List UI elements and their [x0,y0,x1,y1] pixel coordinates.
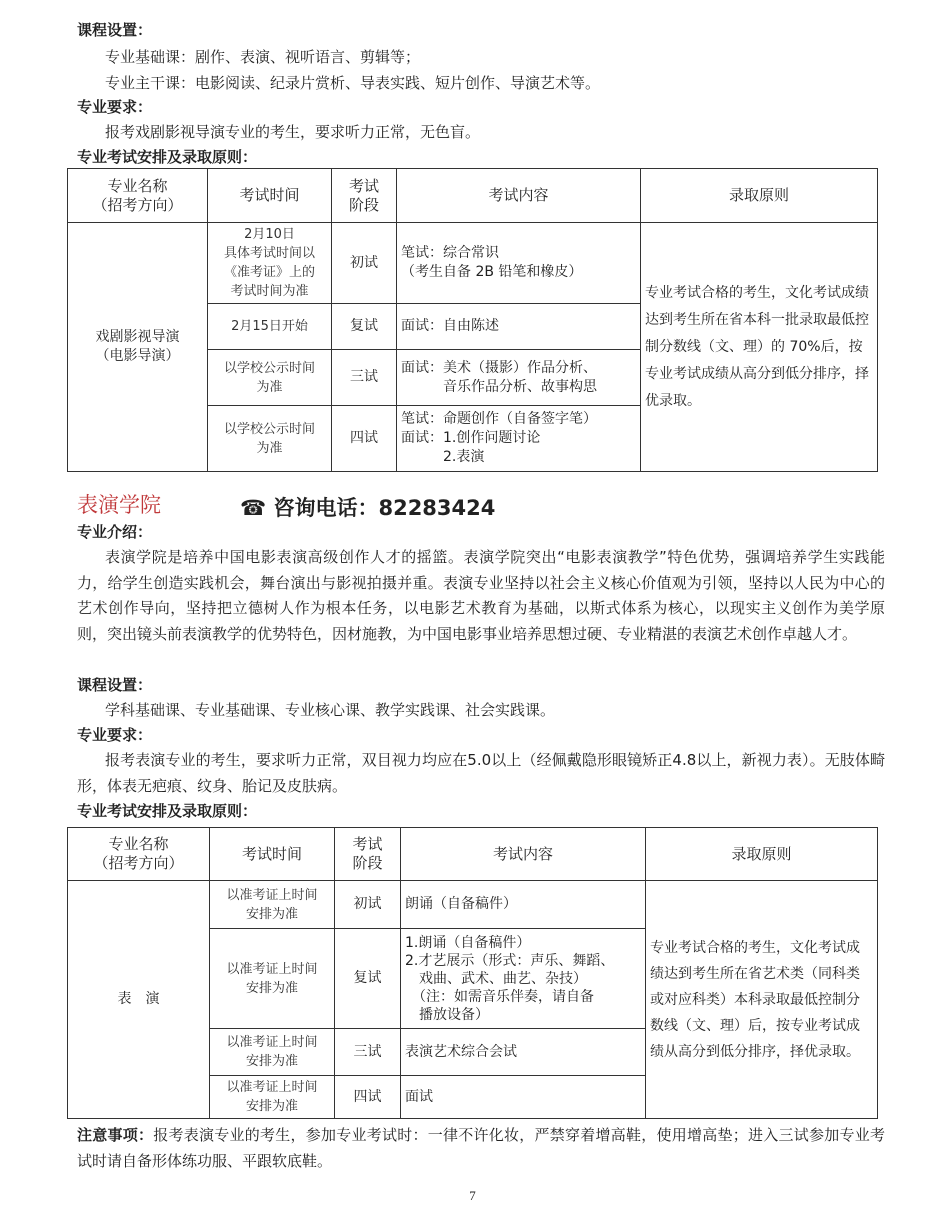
stage-cell: 复试 [332,304,397,350]
phone-label: 咨询电话：82283424 [273,496,496,520]
phone-line [240,492,495,522]
header-content: 考试内容 [401,828,646,881]
content-cell: 朗诵（自备稿件） [401,881,646,929]
course-item: 专业基础课：剧作、表演、视听语言、剪辑等； [105,48,421,66]
content-cell: 笔试：综合常识 （考生自备 2B 铅笔和橡皮） [397,223,641,304]
acting-exam-table [67,827,878,1119]
time-cell: 2月15日开始 [208,304,332,350]
stage-cell: 复试 [335,929,401,1029]
time-cell: 以准考证上时间 安排为准 [210,929,335,1029]
requirement-heading: 专业要求： [77,726,153,744]
stage-cell: 初试 [335,881,401,929]
page-number: 7 [469,1188,476,1203]
header-stage: 考试 阶段 [335,828,401,881]
content-cell: 1.朗诵（自备稿件） 2.才艺展示（形式：声乐、舞蹈、 戏曲、武术、曲艺、杂技） （注：如需音乐伴奏，请自备 播放设备） [401,929,646,1029]
time-cell: 以准考证上时间 安排为准 [210,881,335,929]
header-principle: 录取原则 [641,169,878,223]
exam-heading: 专业考试安排及录取原则： [77,148,258,166]
stage-cell: 四试 [335,1076,401,1119]
course-heading: 课程设置： [77,21,153,39]
header-principle: 录取原则 [646,828,878,881]
header-major: 专业名称 （招考方向） [68,828,210,881]
note-text: 报考表演专业的考生，参加专业考试时：一律不许化妆，严禁穿着增高鞋，使用增高垫；进入三试参加专业考试时请自备形体练功服、平跟软底鞋。 [77,1126,885,1170]
stage-cell: 四试 [332,406,397,472]
major-cell: 戏剧影视导演 （电影导演） [68,223,208,472]
intro-paragraph: 表演学院是培养中国电影表演高级创作人才的摇篮。表演学院突出“电影表演教学”特色优势，强调培养学生实践能力，给学生创造实践机会，舞台演出与影视拍摄并重。表演专业坚持以社会主义核心价值观为引领，坚持以人民为中心的艺术创作导向，坚持把立德树人作为根本任务，以电影艺术教育为基础，以斯式体系为核心，以现实主义创作为美学原则，突出镜头前表演教学的优势特色，因材施教，为中国电影事业培养思想过硬、专业精湛的表演艺术创作卓越人才。 [77,548,885,643]
time-cell: 以学校公示时间 为准 [208,406,332,472]
telephone-icon: ☎ [240,496,274,520]
header-content: 考试内容 [397,169,641,223]
course-heading: 课程设置： [77,676,153,694]
note-paragraph [77,1123,885,1174]
principle-cell: 专业考试合格的考生，文化考试成绩达到考生所在省本科一批录取最低控制分数线（文、理）的 70%后，按专业考试成绩从高分到低分排序，择优录取。 [641,223,878,472]
time-cell: 以准考证上时间 安排为准 [210,1076,335,1119]
time-cell: 以准考证上时间 安排为准 [210,1029,335,1076]
stage-cell: 三试 [335,1029,401,1076]
course-item: 专业主干课：电影阅读、纪录片赏析、导表实践、短片创作、导演艺术等。 [105,74,601,92]
exam-heading: 专业考试安排及录取原则： [77,802,258,820]
content-cell: 表演艺术综合会试 [401,1029,646,1076]
header-major: 专业名称 （招考方向） [68,169,208,223]
header-stage: 考试 阶段 [332,169,397,223]
content-cell: 面试：美术（摄影）作品分析、 音乐作品分析、故事构思 [397,350,641,406]
stage-cell: 三试 [332,350,397,406]
directing-exam-table [67,168,878,472]
stage-cell: 初试 [332,223,397,304]
header-time: 考试时间 [210,828,335,881]
section-title: 表演学院 [77,493,161,517]
intro-heading: 专业介绍： [77,523,153,541]
header-time: 考试时间 [208,169,332,223]
time-cell: 2月10日 具体考试时间以 《准考证》上的 考试时间为准 [208,223,332,304]
course-text: 学科基础课、专业基础课、专业核心课、教学实践课、社会实践课。 [105,701,556,719]
requirement-text: 报考戏剧影视导演专业的考生，要求听力正常，无色盲。 [105,123,481,141]
principle-cell: 专业考试合格的考生，文化考试成绩达到考生所在省艺术类（同科类或对应科类）本科录取最低控制分数线（文、理）后，按专业考试成绩从高分到低分排序，择优录取。 [646,881,878,1119]
requirement-paragraph: 报考表演专业的考生，要求听力正常，双目视力均应在5.0以上（经佩戴隐形眼镜矫正4.8以上，新视力表）。无肢体畸形，体表无疤痕、纹身、胎记及皮肤病。 [77,751,885,795]
major-cell: 表 演 [68,881,210,1119]
time-cell: 以学校公示时间 为准 [208,350,332,406]
note-label: 注意事项： [77,1126,154,1144]
content-cell: 面试：自由陈述 [397,304,641,350]
content-cell: 笔试：命题创作（自备签字笔） 面试：1.创作问题讨论 2.表演 [397,406,641,472]
requirement-heading: 专业要求： [77,98,153,116]
content-cell: 面试 [401,1076,646,1119]
